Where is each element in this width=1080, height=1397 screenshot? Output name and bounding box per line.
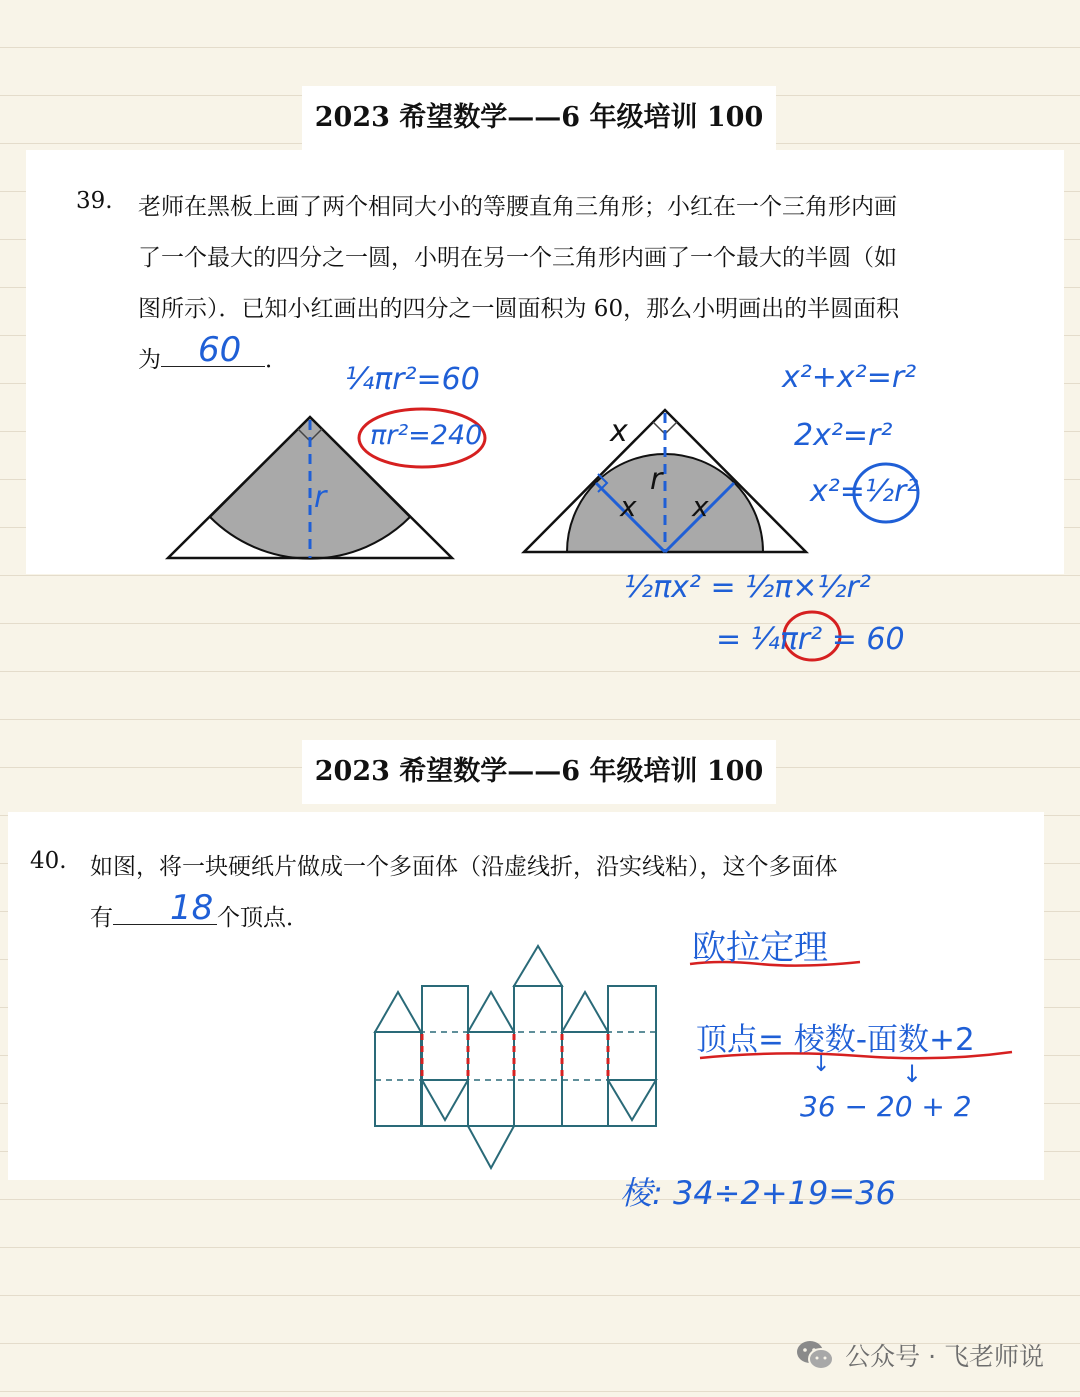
question-39-line-4-suffix: ．: [265, 347, 288, 373]
question-40-answer: 18: [170, 888, 214, 928]
note-pi-r2-eq: πr²=240: [370, 420, 483, 451]
note-values: 36 − 20 + 2: [800, 1090, 972, 1123]
net-rect-1: [375, 1032, 421, 1126]
note-2x2: 2x²=r²: [794, 418, 893, 453]
net-bottom-tri-2: [468, 1126, 514, 1168]
note-pythagoras: x²+x²=r²: [782, 360, 917, 395]
note-semicircle-area: ½πx² = ½π×½r²: [624, 570, 871, 605]
page-title-2-text: 2023 希望数学——6 年级培训 100: [314, 756, 764, 787]
net-top-tri-1: [375, 992, 421, 1032]
note-x-left: x: [620, 490, 637, 523]
note-x-right: x: [692, 490, 709, 523]
note-r-right: r: [650, 462, 663, 497]
note-arrow-1: ↓: [812, 1052, 831, 1077]
net-rect-3: [468, 1032, 514, 1126]
note-x-top: x: [610, 414, 628, 449]
net-top-tri-2: [468, 992, 514, 1032]
note-euler-theorem: 欧拉定理: [692, 928, 828, 968]
note-semicircle-result: = ¼πr² = 60: [716, 622, 905, 657]
question-39-line-3: 图所示）．已知小红画出的四分之一圆面积为 60，那么小明画出的半圆面积: [138, 296, 900, 322]
question-39-line-4-prefix: 为: [138, 347, 161, 373]
note-quarter-eq: ¼πr²=60: [345, 362, 480, 397]
question-39-answer: 60: [198, 330, 242, 370]
note-r-left: r: [314, 480, 327, 515]
page-title-1-text: 2023 希望数学——6 年级培训 100: [314, 102, 764, 133]
note-vertex-formula: 顶点= 棱数-面数+2: [696, 1022, 975, 1058]
net-top-tri-3: [514, 946, 562, 986]
question-39-line-2: 了一个最大的四分之一圆，小明在另一个三角形内画了一个最大的半圆（如: [138, 245, 897, 271]
footer-watermark-text: 公众号 · 飞老师说: [845, 1342, 1044, 1371]
question-39-line-1: 老师在黑板上画了两个相同大小的等腰直角三角形；小红在一个三角形内画: [138, 194, 897, 220]
note-x2-half: x²=½r²: [810, 474, 919, 509]
question-40-line-1: 如图，将一块硬纸片做成一个多面体（沿虚线折，沿实线粘），这个多面体: [90, 854, 838, 880]
net-bottom-tri-1: [422, 1080, 468, 1120]
note-arrow-2: ↓: [902, 1060, 923, 1088]
net-rect-4: [514, 986, 562, 1126]
wechat-icon: [795, 1339, 835, 1371]
question-40-line-2-prefix: 有: [90, 905, 113, 931]
note-edge-count: 棱: 34÷2+19=36: [620, 1174, 896, 1212]
net-rect-2: [422, 986, 468, 1126]
question-39-number: 39.: [76, 188, 113, 214]
question-40-number: 40.: [30, 848, 67, 874]
net-top-tri-4: [562, 992, 608, 1032]
question-40-line-2-suffix: 个顶点．: [217, 905, 309, 931]
net-rect-5: [562, 1032, 608, 1126]
footer-watermark: [795, 1337, 1044, 1373]
net-bottom-tri-3: [608, 1080, 656, 1120]
net-rect-6: [608, 986, 656, 1126]
